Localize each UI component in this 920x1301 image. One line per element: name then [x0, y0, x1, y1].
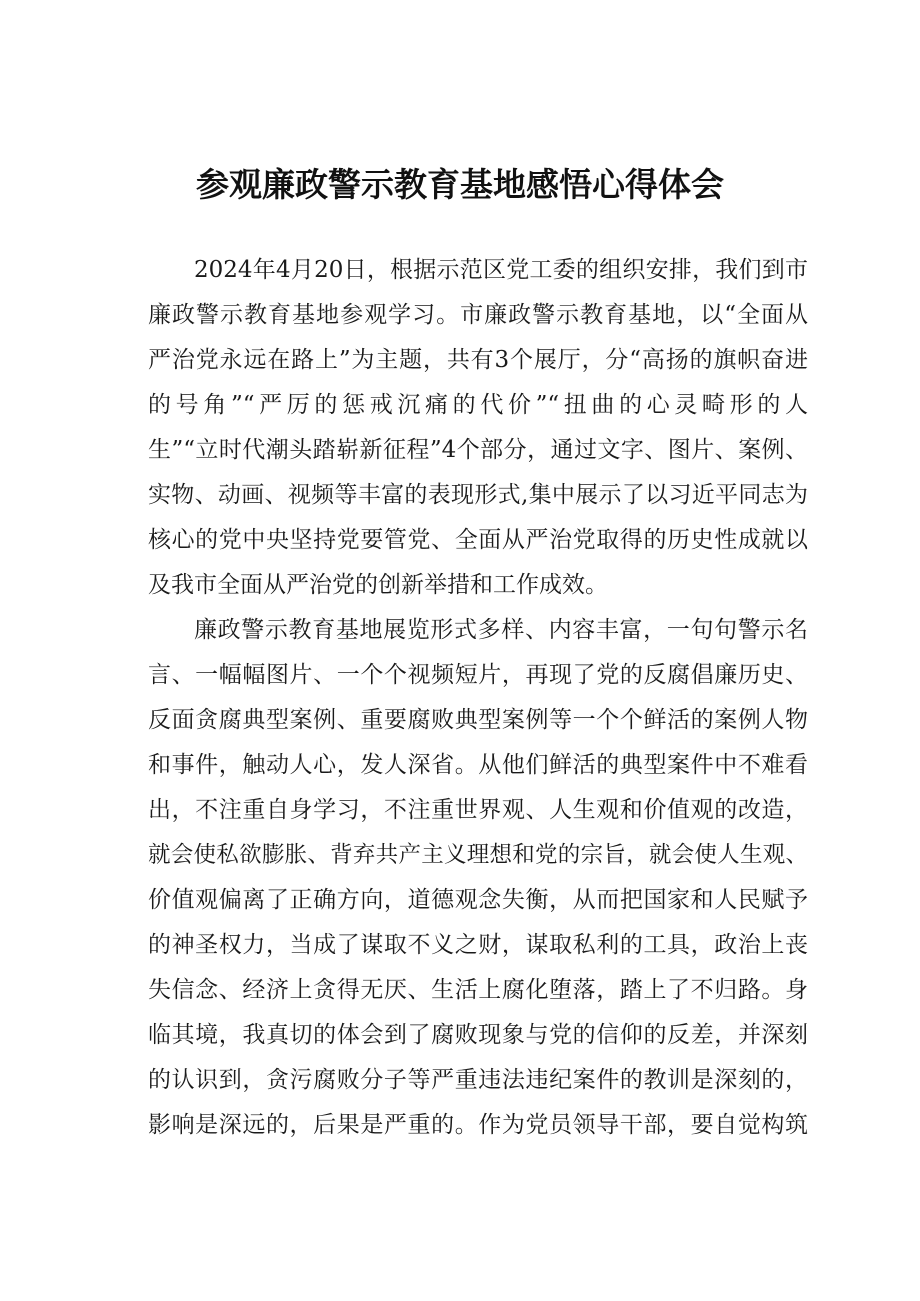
paragraph-2-line-11: 的认识到，贪污腐败分子等严重违法违纪案件的教训是深刻的， — [148, 1067, 808, 1093]
paragraph-2-line-12: 影响是深远的，后果是严重的。作为党员领导干部，要自觉构筑 — [148, 1112, 808, 1138]
paragraph-2-line-6: 就会使私欲膨胀、背弃共产主义理想和党的宗旨，就会使人生观、 — [148, 842, 808, 868]
paragraph-1-line-4: 的号角”“严厉的惩戒沉痛的代价”“扭曲的心灵畸形的人 — [148, 392, 808, 418]
paragraph-2-line-2: 言、一幅幅图片、一个个视频短片，再现了党的反腐倡廉历史、 — [148, 662, 808, 688]
paragraph-2-line-10: 临其境，我真切的体会到了腐败现象与党的信仰的反差，并深刻 — [148, 1022, 808, 1048]
paragraph-2-line-7: 价值观偏离了正确方向，道德观念失衡，从而把国家和人民赋予 — [148, 887, 808, 913]
paragraph-2-line-9: 失信念、经济上贪得无厌、生活上腐化堕落，踏上了不归路。身 — [148, 977, 808, 1003]
page-title: 参观廉政警示教育基地感悟心得体会 — [196, 165, 724, 204]
paragraph-2-line-5: 出，不注重自身学习，不注重世界观、人生观和价值观的改造， — [148, 797, 808, 823]
paragraph-1-line-5: 生”“立时代潮头踏崭新征程”4个部分，通过文字、图片、案例、 — [148, 437, 808, 463]
paragraph-2-line-1: 廉政警示教育基地展览形式多样、内容丰富，一句句警示名 — [194, 617, 808, 643]
paragraph-1-line-3: 严治党永远在路上”为主题，共有3个展厅，分“高扬的旗帜奋进 — [148, 347, 808, 373]
paragraph-1-line-6: 实物、动画、视频等丰富的表现形式,集中展示了以习近平同志为 — [148, 482, 808, 508]
paragraph-2-line-3: 反面贪腐典型案例、重要腐败典型案例等一个个鲜活的案例人物 — [148, 707, 808, 733]
paragraph-1-line-7: 核心的党中央坚持党要管党、全面从严治党取得的历史性成就以 — [148, 527, 808, 553]
paragraph-2-line-4: 和事件，触动人心，发人深省。从他们鲜活的典型案件中不难看 — [148, 752, 808, 778]
paragraph-1-line-8: 及我市全面从严治党的创新举措和工作成效。 — [148, 572, 608, 598]
paragraph-1-line-1: 2024年4月20日，根据示范区党工委的组织安排，我们到市 — [194, 257, 808, 283]
paragraph-1-line-2: 廉政警示教育基地参观学习。市廉政警示教育基地，以“全面从 — [148, 302, 808, 328]
paragraph-2-line-8: 的神圣权力，当成了谋取不义之财，谋取私利的工具，政治上丧 — [148, 932, 808, 958]
